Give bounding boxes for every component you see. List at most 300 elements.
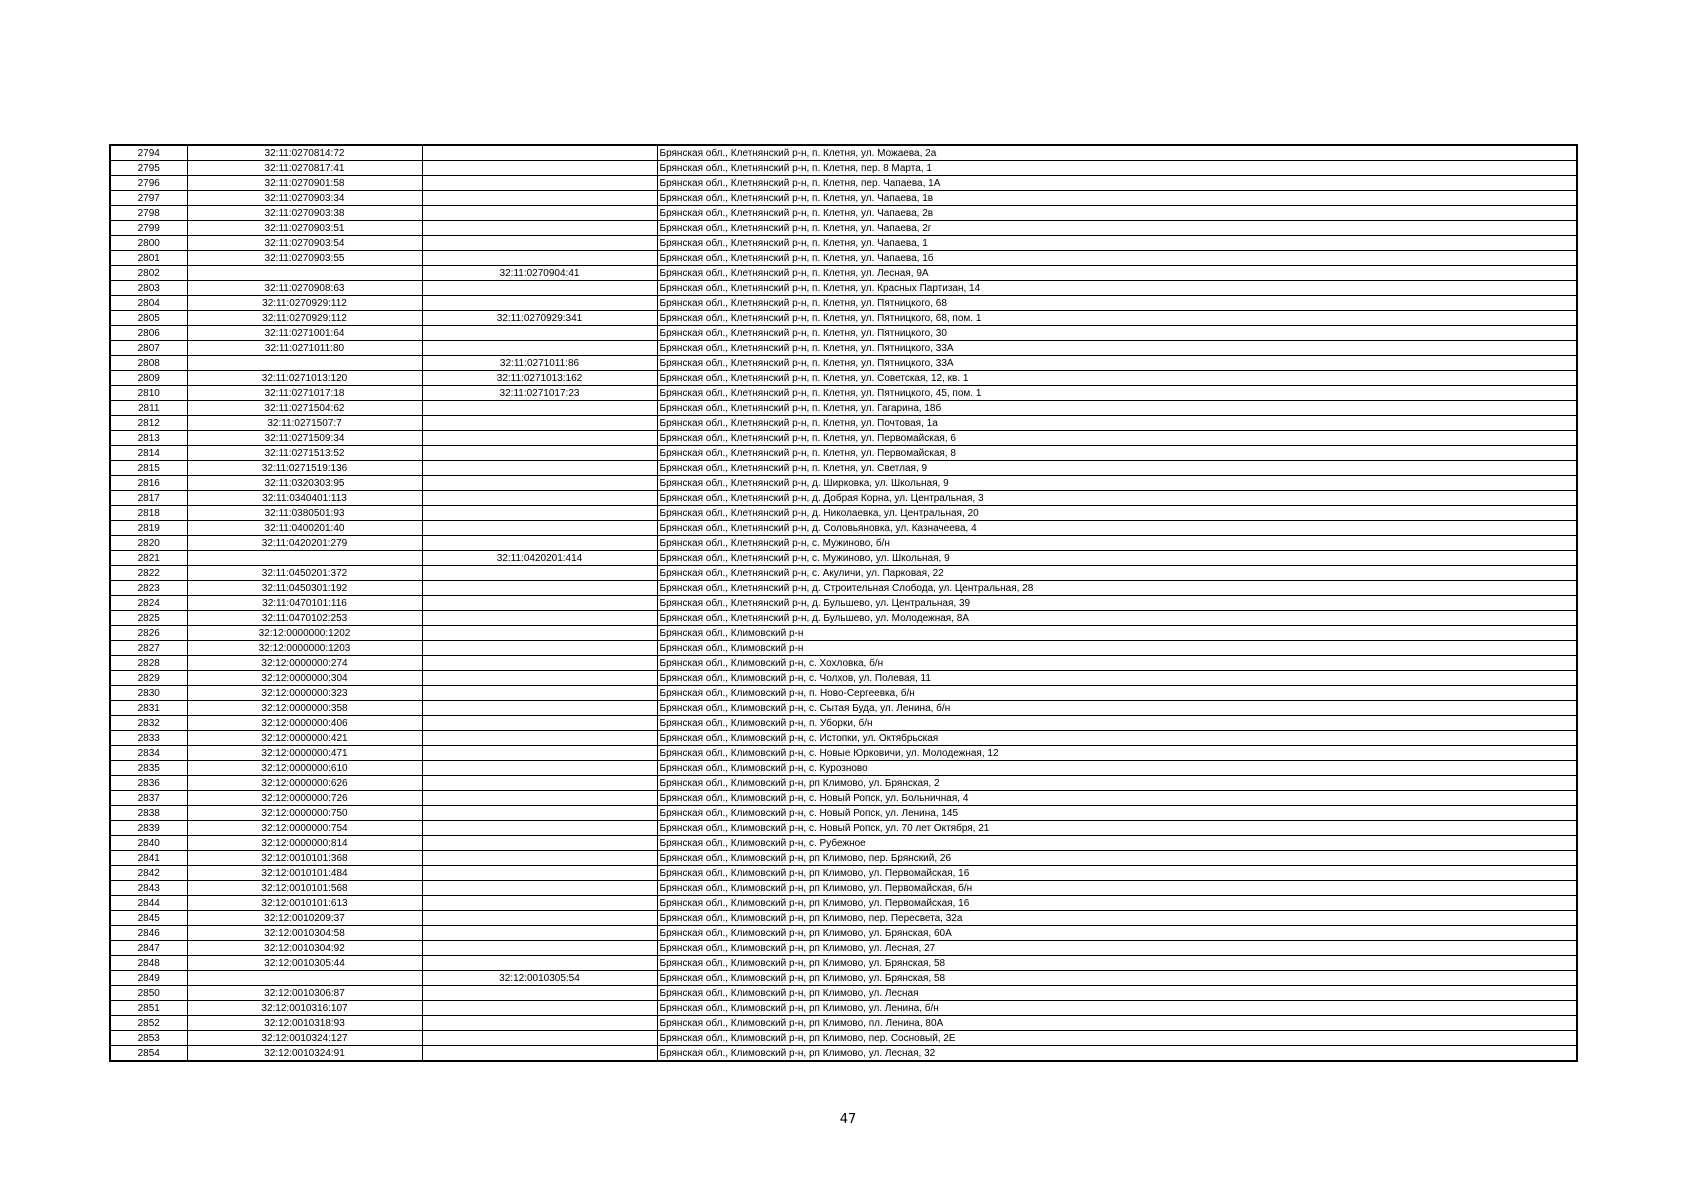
row-number-cell: 2803: [110, 281, 187, 296]
table-row: [110, 446, 1577, 461]
table-row: [110, 266, 1577, 281]
row-number-cell: 2801: [110, 251, 187, 266]
table-row: [110, 521, 1577, 536]
address-cell: Брянская обл., Клетнянский р-н, п. Клетня, пер. 8 Марта, 1: [657, 161, 1577, 176]
cadastral-number-cell: 32:12:0010101:613: [187, 896, 422, 911]
cadastral-number-cell: 32:12:0010101:368: [187, 851, 422, 866]
cadastral-number-cell: 32:12:0010209:37: [187, 911, 422, 926]
cadastral-number-cell: 32:11:0270929:112: [187, 296, 422, 311]
address-cell: Брянская обл., Климовский р-н, с. Курозново: [657, 761, 1577, 776]
address-cell: Брянская обл., Клетнянский р-н, п. Клетня, ул. Советская, 12, кв. 1: [657, 371, 1577, 386]
premises-cadastral-number-cell: [422, 1016, 657, 1031]
cadastral-number-cell: 32:12:0010306:87: [187, 986, 422, 1001]
premises-cadastral-number-cell: [422, 191, 657, 206]
row-number-cell: 2818: [110, 506, 187, 521]
address-cell: Брянская обл., Климовский р-н, с. Новый Ропск, ул. Ленина, 145: [657, 806, 1577, 821]
cadastral-number-cell: 32:11:0320303:95: [187, 476, 422, 491]
address-cell: Брянская обл., Климовский р-н, с. Новые Юрковичи, ул. Молодежная, 12: [657, 746, 1577, 761]
cadastral-number-cell: 32:12:0000000:1203: [187, 641, 422, 656]
row-number-cell: 2844: [110, 896, 187, 911]
address-cell: Брянская обл., Клетнянский р-н, п. Клетня, ул. Пятницкого, 45, пом. 1: [657, 386, 1577, 401]
address-cell: Брянская обл., Климовский р-н, рп Климово, ул. Брянская, 58: [657, 971, 1577, 986]
table-row: [110, 881, 1577, 896]
premises-cadastral-number-cell: [422, 821, 657, 836]
premises-cadastral-number-cell: [422, 251, 657, 266]
table-row: [110, 206, 1577, 221]
row-number-cell: 2810: [110, 386, 187, 401]
row-number-cell: 2814: [110, 446, 187, 461]
row-number-cell: 2809: [110, 371, 187, 386]
address-cell: Брянская обл., Клетнянский р-н, п. Клетня, ул. Чапаева, 1: [657, 236, 1577, 251]
premises-cadastral-number-cell: [422, 701, 657, 716]
table-row: [110, 191, 1577, 206]
cadastral-number-cell: 32:12:0000000:358: [187, 701, 422, 716]
table-row: [110, 776, 1577, 791]
cadastral-number-cell: 32:12:0010304:92: [187, 941, 422, 956]
row-number-cell: 2831: [110, 701, 187, 716]
address-cell: Брянская обл., Клетнянский р-н, п. Клетня, ул. Пятницкого, 68, пом. 1: [657, 311, 1577, 326]
row-number-cell: 2826: [110, 626, 187, 641]
table-row: [110, 866, 1577, 881]
premises-cadastral-number-cell: [422, 911, 657, 926]
premises-cadastral-number-cell: [422, 431, 657, 446]
cadastral-number-cell: 32:12:0000000:626: [187, 776, 422, 791]
cadastral-number-cell: 32:11:0380501:93: [187, 506, 422, 521]
cadastral-number-cell: 32:11:0271011:80: [187, 341, 422, 356]
table-row: [110, 506, 1577, 521]
table-row: [110, 386, 1577, 401]
premises-cadastral-number-cell: 32:11:0271013:162: [422, 371, 657, 386]
cadastral-number-cell: 32:12:0000000:421: [187, 731, 422, 746]
cadastral-number-cell: 32:11:0400201:40: [187, 521, 422, 536]
row-number-cell: 2849: [110, 971, 187, 986]
premises-cadastral-number-cell: 32:11:0271011:86: [422, 356, 657, 371]
cadastral-number-cell: 32:11:0340401:113: [187, 491, 422, 506]
address-cell: Брянская обл., Климовский р-н, рп Климово, ул. Брянская, 58: [657, 956, 1577, 971]
table-row: [110, 356, 1577, 371]
table-row: [110, 806, 1577, 821]
address-cell: Брянская обл., Климовский р-н, рп Климово, пер. Брянский, 26: [657, 851, 1577, 866]
address-cell: Брянская обл., Климовский р-н, рп Климово, ул. Первомайская, 16: [657, 866, 1577, 881]
premises-cadastral-number-cell: [422, 776, 657, 791]
table-row: [110, 176, 1577, 191]
premises-cadastral-number-cell: [422, 416, 657, 431]
address-cell: Брянская обл., Климовский р-н, п. Уборки, б/н: [657, 716, 1577, 731]
cadastral-number-cell: 32:11:0271504:62: [187, 401, 422, 416]
row-number-cell: 2800: [110, 236, 187, 251]
address-cell: Брянская обл., Климовский р-н: [657, 641, 1577, 656]
address-cell: Брянская обл., Клетнянский р-н, д. Бульшево, ул. Центральная, 39: [657, 596, 1577, 611]
address-cell: Брянская обл., Клетнянский р-н, д. Николаевка, ул. Центральная, 20: [657, 506, 1577, 521]
address-cell: Брянская обл., Климовский р-н, с. Хохловка, б/н: [657, 656, 1577, 671]
premises-cadastral-number-cell: [422, 761, 657, 776]
premises-cadastral-number-cell: [422, 686, 657, 701]
row-number-cell: 2795: [110, 161, 187, 176]
premises-cadastral-number-cell: [422, 926, 657, 941]
table-row: [110, 716, 1577, 731]
premises-cadastral-number-cell: [422, 791, 657, 806]
row-number-cell: 2846: [110, 926, 187, 941]
address-cell: Брянская обл., Клетнянский р-н, п. Клетня, ул. Красных Партизан, 14: [657, 281, 1577, 296]
table-row: [110, 431, 1577, 446]
premises-cadastral-number-cell: 32:11:0420201:414: [422, 551, 657, 566]
address-cell: Брянская обл., Клетнянский р-н, п. Клетня, ул. Почтовая, 1а: [657, 416, 1577, 431]
cadastral-number-cell: 32:12:0000000:750: [187, 806, 422, 821]
table-row: [110, 986, 1577, 1001]
table-row: [110, 956, 1577, 971]
table-row: [110, 145, 1577, 161]
row-number-cell: 2817: [110, 491, 187, 506]
premises-cadastral-number-cell: [422, 1031, 657, 1046]
cadastral-number-cell: 32:11:0271017:18: [187, 386, 422, 401]
table-row: [110, 896, 1577, 911]
address-cell: Брянская обл., Климовский р-н, с. Новый Ропск, ул. Больничная, 4: [657, 791, 1577, 806]
premises-cadastral-number-cell: [422, 611, 657, 626]
address-cell: Брянская обл., Климовский р-н, п. Ново-Сергеевка, б/н: [657, 686, 1577, 701]
table-row: [110, 746, 1577, 761]
premises-cadastral-number-cell: [422, 506, 657, 521]
cadastral-number-cell: 32:12:0010305:44: [187, 956, 422, 971]
table-row: [110, 161, 1577, 176]
address-cell: Брянская обл., Клетнянский р-н, д. Добрая Корна, ул. Центральная, 3: [657, 491, 1577, 506]
row-number-cell: 2807: [110, 341, 187, 356]
table-row: [110, 926, 1577, 941]
table-row: [110, 656, 1577, 671]
table-row: [110, 581, 1577, 596]
cadastral-number-cell: 32:12:0000000:406: [187, 716, 422, 731]
premises-cadastral-number-cell: [422, 341, 657, 356]
cadastral-number-cell: 32:12:0000000:610: [187, 761, 422, 776]
address-cell: Брянская обл., Климовский р-н, с. Новый Ропск, ул. 70 лет Октября, 21: [657, 821, 1577, 836]
row-number-cell: 2835: [110, 761, 187, 776]
premises-cadastral-number-cell: [422, 851, 657, 866]
address-cell: Брянская обл., Клетнянский р-н, п. Клетня, ул. Чапаева, 1в: [657, 191, 1577, 206]
address-cell: Брянская обл., Климовский р-н, рп Климово, ул. Лесная, 27: [657, 941, 1577, 956]
cadastral-number-cell: 32:12:0000000:814: [187, 836, 422, 851]
row-number-cell: 2838: [110, 806, 187, 821]
table-row: [110, 551, 1577, 566]
address-cell: Брянская обл., Климовский р-н, рп Климово, пл. Ленина, 80А: [657, 1016, 1577, 1031]
table-row: [110, 251, 1577, 266]
row-number-cell: 2821: [110, 551, 187, 566]
cadastral-number-cell: 32:12:0010101:568: [187, 881, 422, 896]
cadastral-number-cell: 32:11:0270901:58: [187, 176, 422, 191]
table-row: [110, 311, 1577, 326]
address-cell: Брянская обл., Клетнянский р-н, п. Клетня, ул. Светлая, 9: [657, 461, 1577, 476]
address-cell: Брянская обл., Климовский р-н, с. Чолхов, ул. Полевая, 11: [657, 671, 1577, 686]
table-row: [110, 641, 1577, 656]
table-row: [110, 491, 1577, 506]
address-cell: Брянская обл., Клетнянский р-н, п. Клетня, ул. Пятницкого, 30: [657, 326, 1577, 341]
cadastral-number-cell: 32:12:0010324:91: [187, 1046, 422, 1062]
table-row: [110, 596, 1577, 611]
table-row: [110, 701, 1577, 716]
row-number-cell: 2820: [110, 536, 187, 551]
row-number-cell: 2842: [110, 866, 187, 881]
premises-cadastral-number-cell: [422, 145, 657, 161]
table-row: [110, 671, 1577, 686]
table-row: [110, 971, 1577, 986]
cadastral-number-cell: 32:11:0270908:63: [187, 281, 422, 296]
table-row: [110, 476, 1577, 491]
row-number-cell: 2794: [110, 145, 187, 161]
row-number-cell: 2812: [110, 416, 187, 431]
table-row: [110, 1031, 1577, 1046]
address-cell: Брянская обл., Клетнянский р-н, п. Клетня, ул. Чапаева, 2в: [657, 206, 1577, 221]
premises-cadastral-number-cell: [422, 206, 657, 221]
address-cell: Брянская обл., Клетнянский р-н, п. Клетня, ул. Пятницкого, 33А: [657, 341, 1577, 356]
cadastral-number-cell: [187, 356, 422, 371]
premises-cadastral-number-cell: [422, 986, 657, 1001]
cadastral-number-cell: 32:12:0010324:127: [187, 1031, 422, 1046]
cadastral-number-cell: 32:12:0000000:1202: [187, 626, 422, 641]
table-row: [110, 836, 1577, 851]
row-number-cell: 2833: [110, 731, 187, 746]
table-row: [110, 731, 1577, 746]
page-number: 47: [839, 1112, 857, 1127]
cadastral-number-cell: [187, 551, 422, 566]
cadastral-number-cell: 32:11:0271013:120: [187, 371, 422, 386]
row-number-cell: 2839: [110, 821, 187, 836]
cadastral-number-cell: 32:11:0270903:34: [187, 191, 422, 206]
row-number-cell: 2815: [110, 461, 187, 476]
row-number-cell: 2847: [110, 941, 187, 956]
row-number-cell: 2845: [110, 911, 187, 926]
row-number-cell: 2804: [110, 296, 187, 311]
premises-cadastral-number-cell: [422, 446, 657, 461]
row-number-cell: 2797: [110, 191, 187, 206]
address-cell: Брянская обл., Клетнянский р-н, п. Клетня, ул. Можаева, 2а: [657, 145, 1577, 161]
address-cell: Брянская обл., Клетнянский р-н, п. Клетня, ул. Первомайская, 8: [657, 446, 1577, 461]
row-number-cell: 2851: [110, 1001, 187, 1016]
cadastral-number-cell: 32:11:0270814:72: [187, 145, 422, 161]
row-number-cell: 2843: [110, 881, 187, 896]
row-number-cell: 2806: [110, 326, 187, 341]
premises-cadastral-number-cell: 32:11:0270904:41: [422, 266, 657, 281]
cadastral-number-cell: 32:11:0270817:41: [187, 161, 422, 176]
table-row: [110, 911, 1577, 926]
table-row: [110, 1046, 1577, 1062]
premises-cadastral-number-cell: [422, 581, 657, 596]
premises-cadastral-number-cell: [422, 176, 657, 191]
row-number-cell: 2816: [110, 476, 187, 491]
address-cell: Брянская обл., Клетнянский р-н, д. Строительная Слобода, ул. Центральная, 28: [657, 581, 1577, 596]
premises-cadastral-number-cell: 32:12:0010305:54: [422, 971, 657, 986]
premises-cadastral-number-cell: [422, 461, 657, 476]
row-number-cell: 2827: [110, 641, 187, 656]
table-row: [110, 1001, 1577, 1016]
cadastral-number-cell: 32:12:0010304:58: [187, 926, 422, 941]
premises-cadastral-number-cell: [422, 476, 657, 491]
premises-cadastral-number-cell: [422, 566, 657, 581]
row-number-cell: 2805: [110, 311, 187, 326]
premises-cadastral-number-cell: [422, 1046, 657, 1062]
cadastral-number-cell: 32:12:0000000:471: [187, 746, 422, 761]
row-number-cell: 2819: [110, 521, 187, 536]
premises-cadastral-number-cell: [422, 326, 657, 341]
row-number-cell: 2796: [110, 176, 187, 191]
table-row: [110, 851, 1577, 866]
address-cell: Брянская обл., Климовский р-н, рп Климово, ул. Лесная: [657, 986, 1577, 1001]
table-row: [110, 1016, 1577, 1031]
address-cell: Брянская обл., Климовский р-н, рп Климово, пер. Сосновый, 2Е: [657, 1031, 1577, 1046]
table-row: [110, 791, 1577, 806]
address-cell: Брянская обл., Климовский р-н: [657, 626, 1577, 641]
address-cell: Брянская обл., Клетнянский р-н, с. Мужиново, б/н: [657, 536, 1577, 551]
address-cell: Брянская обл., Климовский р-н, с. Рубежное: [657, 836, 1577, 851]
premises-cadastral-number-cell: [422, 896, 657, 911]
cadastral-number-cell: 32:11:0271513:52: [187, 446, 422, 461]
premises-cadastral-number-cell: [422, 536, 657, 551]
cadastral-number-cell: 32:11:0271507:7: [187, 416, 422, 431]
table-row: [110, 341, 1577, 356]
table-row: [110, 221, 1577, 236]
address-cell: Брянская обл., Клетнянский р-н, п. Клетня, пер. Чапаева, 1А: [657, 176, 1577, 191]
row-number-cell: 2852: [110, 1016, 187, 1031]
address-cell: Брянская обл., Климовский р-н, с. Истопки, ул. Октябрьская: [657, 731, 1577, 746]
row-number-cell: 2825: [110, 611, 187, 626]
address-cell: Брянская обл., Климовский р-н, рп Климово, ул. Первомайская, 16: [657, 896, 1577, 911]
row-number-cell: 2808: [110, 356, 187, 371]
table-row: [110, 461, 1577, 476]
premises-cadastral-number-cell: [422, 656, 657, 671]
cadastral-number-cell: 32:11:0450201:372: [187, 566, 422, 581]
premises-cadastral-number-cell: [422, 1001, 657, 1016]
row-number-cell: 2853: [110, 1031, 187, 1046]
premises-cadastral-number-cell: [422, 491, 657, 506]
address-cell: Брянская обл., Климовский р-н, рп Климово, ул. Брянская, 2: [657, 776, 1577, 791]
premises-cadastral-number-cell: [422, 956, 657, 971]
row-number-cell: 2850: [110, 986, 187, 1001]
premises-cadastral-number-cell: [422, 746, 657, 761]
row-number-cell: 2822: [110, 566, 187, 581]
cadastral-number-cell: 32:11:0470101:116: [187, 596, 422, 611]
registry-table-body: [110, 145, 1577, 1061]
address-cell: Брянская обл., Клетнянский р-н, п. Клетня, ул. Пятницкого, 33А: [657, 356, 1577, 371]
row-number-cell: 2824: [110, 596, 187, 611]
premises-cadastral-number-cell: [422, 716, 657, 731]
table-row: [110, 536, 1577, 551]
cadastral-number-cell: 32:11:0271509:34: [187, 431, 422, 446]
cadastral-number-cell: 32:11:0270903:38: [187, 206, 422, 221]
cadastral-number-cell: 32:11:0450301:192: [187, 581, 422, 596]
row-number-cell: 2836: [110, 776, 187, 791]
address-cell: Брянская обл., Клетнянский р-н, д. Соловьяновка, ул. Казначеева, 4: [657, 521, 1577, 536]
premises-cadastral-number-cell: [422, 866, 657, 881]
cadastral-number-cell: 32:11:0270903:55: [187, 251, 422, 266]
premises-cadastral-number-cell: [422, 836, 657, 851]
row-number-cell: 2823: [110, 581, 187, 596]
cadastral-number-cell: 32:11:0270929:112: [187, 311, 422, 326]
table-row: [110, 401, 1577, 416]
row-number-cell: 2829: [110, 671, 187, 686]
premises-cadastral-number-cell: [422, 596, 657, 611]
cadastral-number-cell: 32:12:0000000:754: [187, 821, 422, 836]
table-row: [110, 371, 1577, 386]
table-row: [110, 626, 1577, 641]
row-number-cell: 2811: [110, 401, 187, 416]
cadastral-number-cell: 32:12:0010318:93: [187, 1016, 422, 1031]
address-cell: Брянская обл., Клетнянский р-н, п. Клетня, ул. Чапаева, 2г: [657, 221, 1577, 236]
row-number-cell: 2832: [110, 716, 187, 731]
row-number-cell: 2840: [110, 836, 187, 851]
premises-cadastral-number-cell: [422, 296, 657, 311]
address-cell: Брянская обл., Климовский р-н, рп Климово, ул. Брянская, 60А: [657, 926, 1577, 941]
table-row: [110, 941, 1577, 956]
table-row: [110, 821, 1577, 836]
premises-cadastral-number-cell: [422, 236, 657, 251]
premises-cadastral-number-cell: [422, 521, 657, 536]
address-cell: Брянская обл., Клетнянский р-н, с. Мужиново, ул. Школьная, 9: [657, 551, 1577, 566]
address-cell: Брянская обл., Клетнянский р-н, п. Клетня, ул. Чапаева, 1б: [657, 251, 1577, 266]
premises-cadastral-number-cell: [422, 281, 657, 296]
cadastral-number-cell: 32:11:0470102:253: [187, 611, 422, 626]
premises-cadastral-number-cell: [422, 881, 657, 896]
table-row: [110, 281, 1577, 296]
premises-cadastral-number-cell: [422, 401, 657, 416]
table-row: [110, 566, 1577, 581]
premises-cadastral-number-cell: 32:11:0271017:23: [422, 386, 657, 401]
address-cell: Брянская обл., Климовский р-н, рп Климово, ул. Ленина, б/н: [657, 1001, 1577, 1016]
address-cell: Брянская обл., Климовский р-н, с. Сытая Буда, ул. Ленина, б/н: [657, 701, 1577, 716]
address-cell: Брянская обл., Клетнянский р-н, д. Бульшево, ул. Молодежная, 8А: [657, 611, 1577, 626]
address-cell: Брянская обл., Климовский р-н, рп Климово, пер. Пересвета, 32а: [657, 911, 1577, 926]
row-number-cell: 2828: [110, 656, 187, 671]
row-number-cell: 2841: [110, 851, 187, 866]
table-row: [110, 236, 1577, 251]
premises-cadastral-number-cell: [422, 806, 657, 821]
address-cell: Брянская обл., Клетнянский р-н, д. Ширковка, ул. Школьная, 9: [657, 476, 1577, 491]
row-number-cell: 2834: [110, 746, 187, 761]
address-cell: Брянская обл., Клетнянский р-н, с. Акуличи, ул. Парковая, 22: [657, 566, 1577, 581]
cadastral-number-cell: 32:12:0000000:726: [187, 791, 422, 806]
row-number-cell: 2837: [110, 791, 187, 806]
row-number-cell: 2830: [110, 686, 187, 701]
cadastral-number-cell: 32:12:0010316:107: [187, 1001, 422, 1016]
address-cell: Брянская обл., Клетнянский р-н, п. Клетня, ул. Лесная, 9А: [657, 266, 1577, 281]
address-cell: Брянская обл., Клетнянский р-н, п. Клетня, ул. Гагарина, 18б: [657, 401, 1577, 416]
premises-cadastral-number-cell: [422, 626, 657, 641]
table-row: [110, 761, 1577, 776]
row-number-cell: 2802: [110, 266, 187, 281]
row-number-cell: 2799: [110, 221, 187, 236]
premises-cadastral-number-cell: [422, 641, 657, 656]
property-registry-table: [109, 144, 1578, 1062]
premises-cadastral-number-cell: [422, 941, 657, 956]
table-row: [110, 416, 1577, 431]
address-cell: Брянская обл., Клетнянский р-н, п. Клетня, ул. Первомайская, 6: [657, 431, 1577, 446]
cadastral-number-cell: 32:12:0000000:274: [187, 656, 422, 671]
cadastral-number-cell: 32:11:0420201:279: [187, 536, 422, 551]
cadastral-number-cell: 32:11:0270903:51: [187, 221, 422, 236]
table-row: [110, 611, 1577, 626]
row-number-cell: 2813: [110, 431, 187, 446]
address-cell: Брянская обл., Климовский р-н, рп Климово, ул. Лесная, 32: [657, 1046, 1577, 1062]
address-cell: Брянская обл., Климовский р-н, рп Климово, ул. Первомайская, б/н: [657, 881, 1577, 896]
cadastral-number-cell: 32:12:0010101:484: [187, 866, 422, 881]
row-number-cell: 2854: [110, 1046, 187, 1062]
premises-cadastral-number-cell: 32:11:0270929:341: [422, 311, 657, 326]
table-row: [110, 296, 1577, 311]
cadastral-number-cell: 32:11:0271001:64: [187, 326, 422, 341]
cadastral-number-cell: [187, 971, 422, 986]
cadastral-number-cell: 32:11:0270903:54: [187, 236, 422, 251]
premises-cadastral-number-cell: [422, 731, 657, 746]
row-number-cell: 2798: [110, 206, 187, 221]
premises-cadastral-number-cell: [422, 161, 657, 176]
premises-cadastral-number-cell: [422, 671, 657, 686]
cadastral-number-cell: 32:12:0000000:323: [187, 686, 422, 701]
